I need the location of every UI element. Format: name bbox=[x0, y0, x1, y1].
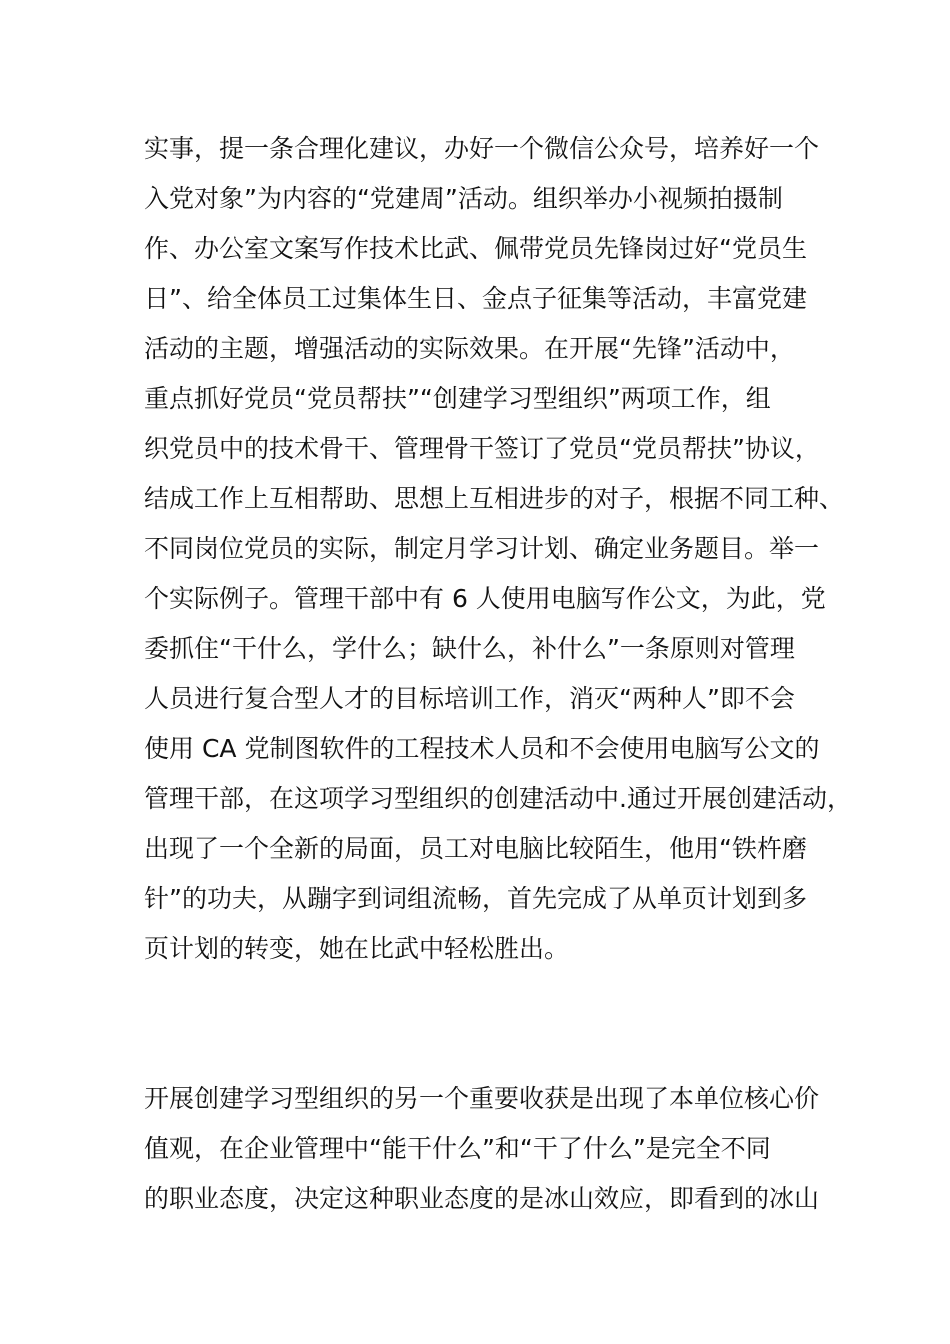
text-line: 的职业态度，决定这种职业态度的是冰山效应，即看到的冰山 bbox=[144, 1184, 820, 1213]
text-line: 个实际例子。管理干部中有 6 人使用电脑写作公文，为此，党 bbox=[144, 584, 826, 613]
text-line: 入党对象”为内容的“党建周”活动。组织举办小视频拍摄制 bbox=[144, 184, 783, 213]
text-line: 实事，提一条合理化建议，办好一个微信公众号，培养好一个 bbox=[144, 134, 820, 163]
text-line: 管理干部，在这项学习型组织的创建活动中.通过开展创建活动， bbox=[144, 784, 852, 813]
text-line: 织党员中的技术骨干、管理骨干签订了党员“党员帮扶”协议， bbox=[144, 434, 820, 463]
text-line: 使用 CA 党制图软件的工程技术人员和不会使用电脑写公文的 bbox=[144, 734, 820, 763]
text-line: 值观，在企业管理中“能干什么”和“干了什么”是完全不同 bbox=[144, 1134, 771, 1163]
text-line: 针”的功夫，从蹦字到词组流畅，首先完成了从单页计划到多 bbox=[144, 884, 807, 913]
text-line: 重点抓好党员“党员帮扶”“创建学习型组织”两项工作，组 bbox=[144, 384, 771, 413]
text-line: 作、办公室文案写作技术比武、佩带党员先锋岗过好“党员生 bbox=[144, 234, 807, 263]
text-line: 结成工作上互相帮助、思想上互相进步的对子，根据不同工种、 bbox=[144, 484, 845, 513]
text-line: 日”、给全体员工过集体生日、金点子征集等活动，丰富党建 bbox=[144, 284, 807, 313]
text-line: 开展创建学习型组织的另一个重要收获是出现了本单位核心价 bbox=[144, 1084, 820, 1113]
text-line: 人员进行复合型人才的目标培训工作，消灭“两种人”即不会 bbox=[144, 684, 795, 713]
text-line: 页计划的转变，她在比武中轻松胜出。 bbox=[144, 934, 570, 963]
text-line: 活动的主题，增强活动的实际效果。在开展“先锋”活动中， bbox=[144, 334, 795, 363]
text-line: 不同岗位党员的实际，制定月学习计划、确定业务题目。举一 bbox=[144, 534, 820, 563]
text-line: 委抓住“干什么，学什么；缺什么，补什么”一条原则对管理 bbox=[144, 634, 795, 663]
text-line: 出现了一个全新的局面，员工对电脑比较陌生，他用“铁杵磨 bbox=[144, 834, 807, 863]
